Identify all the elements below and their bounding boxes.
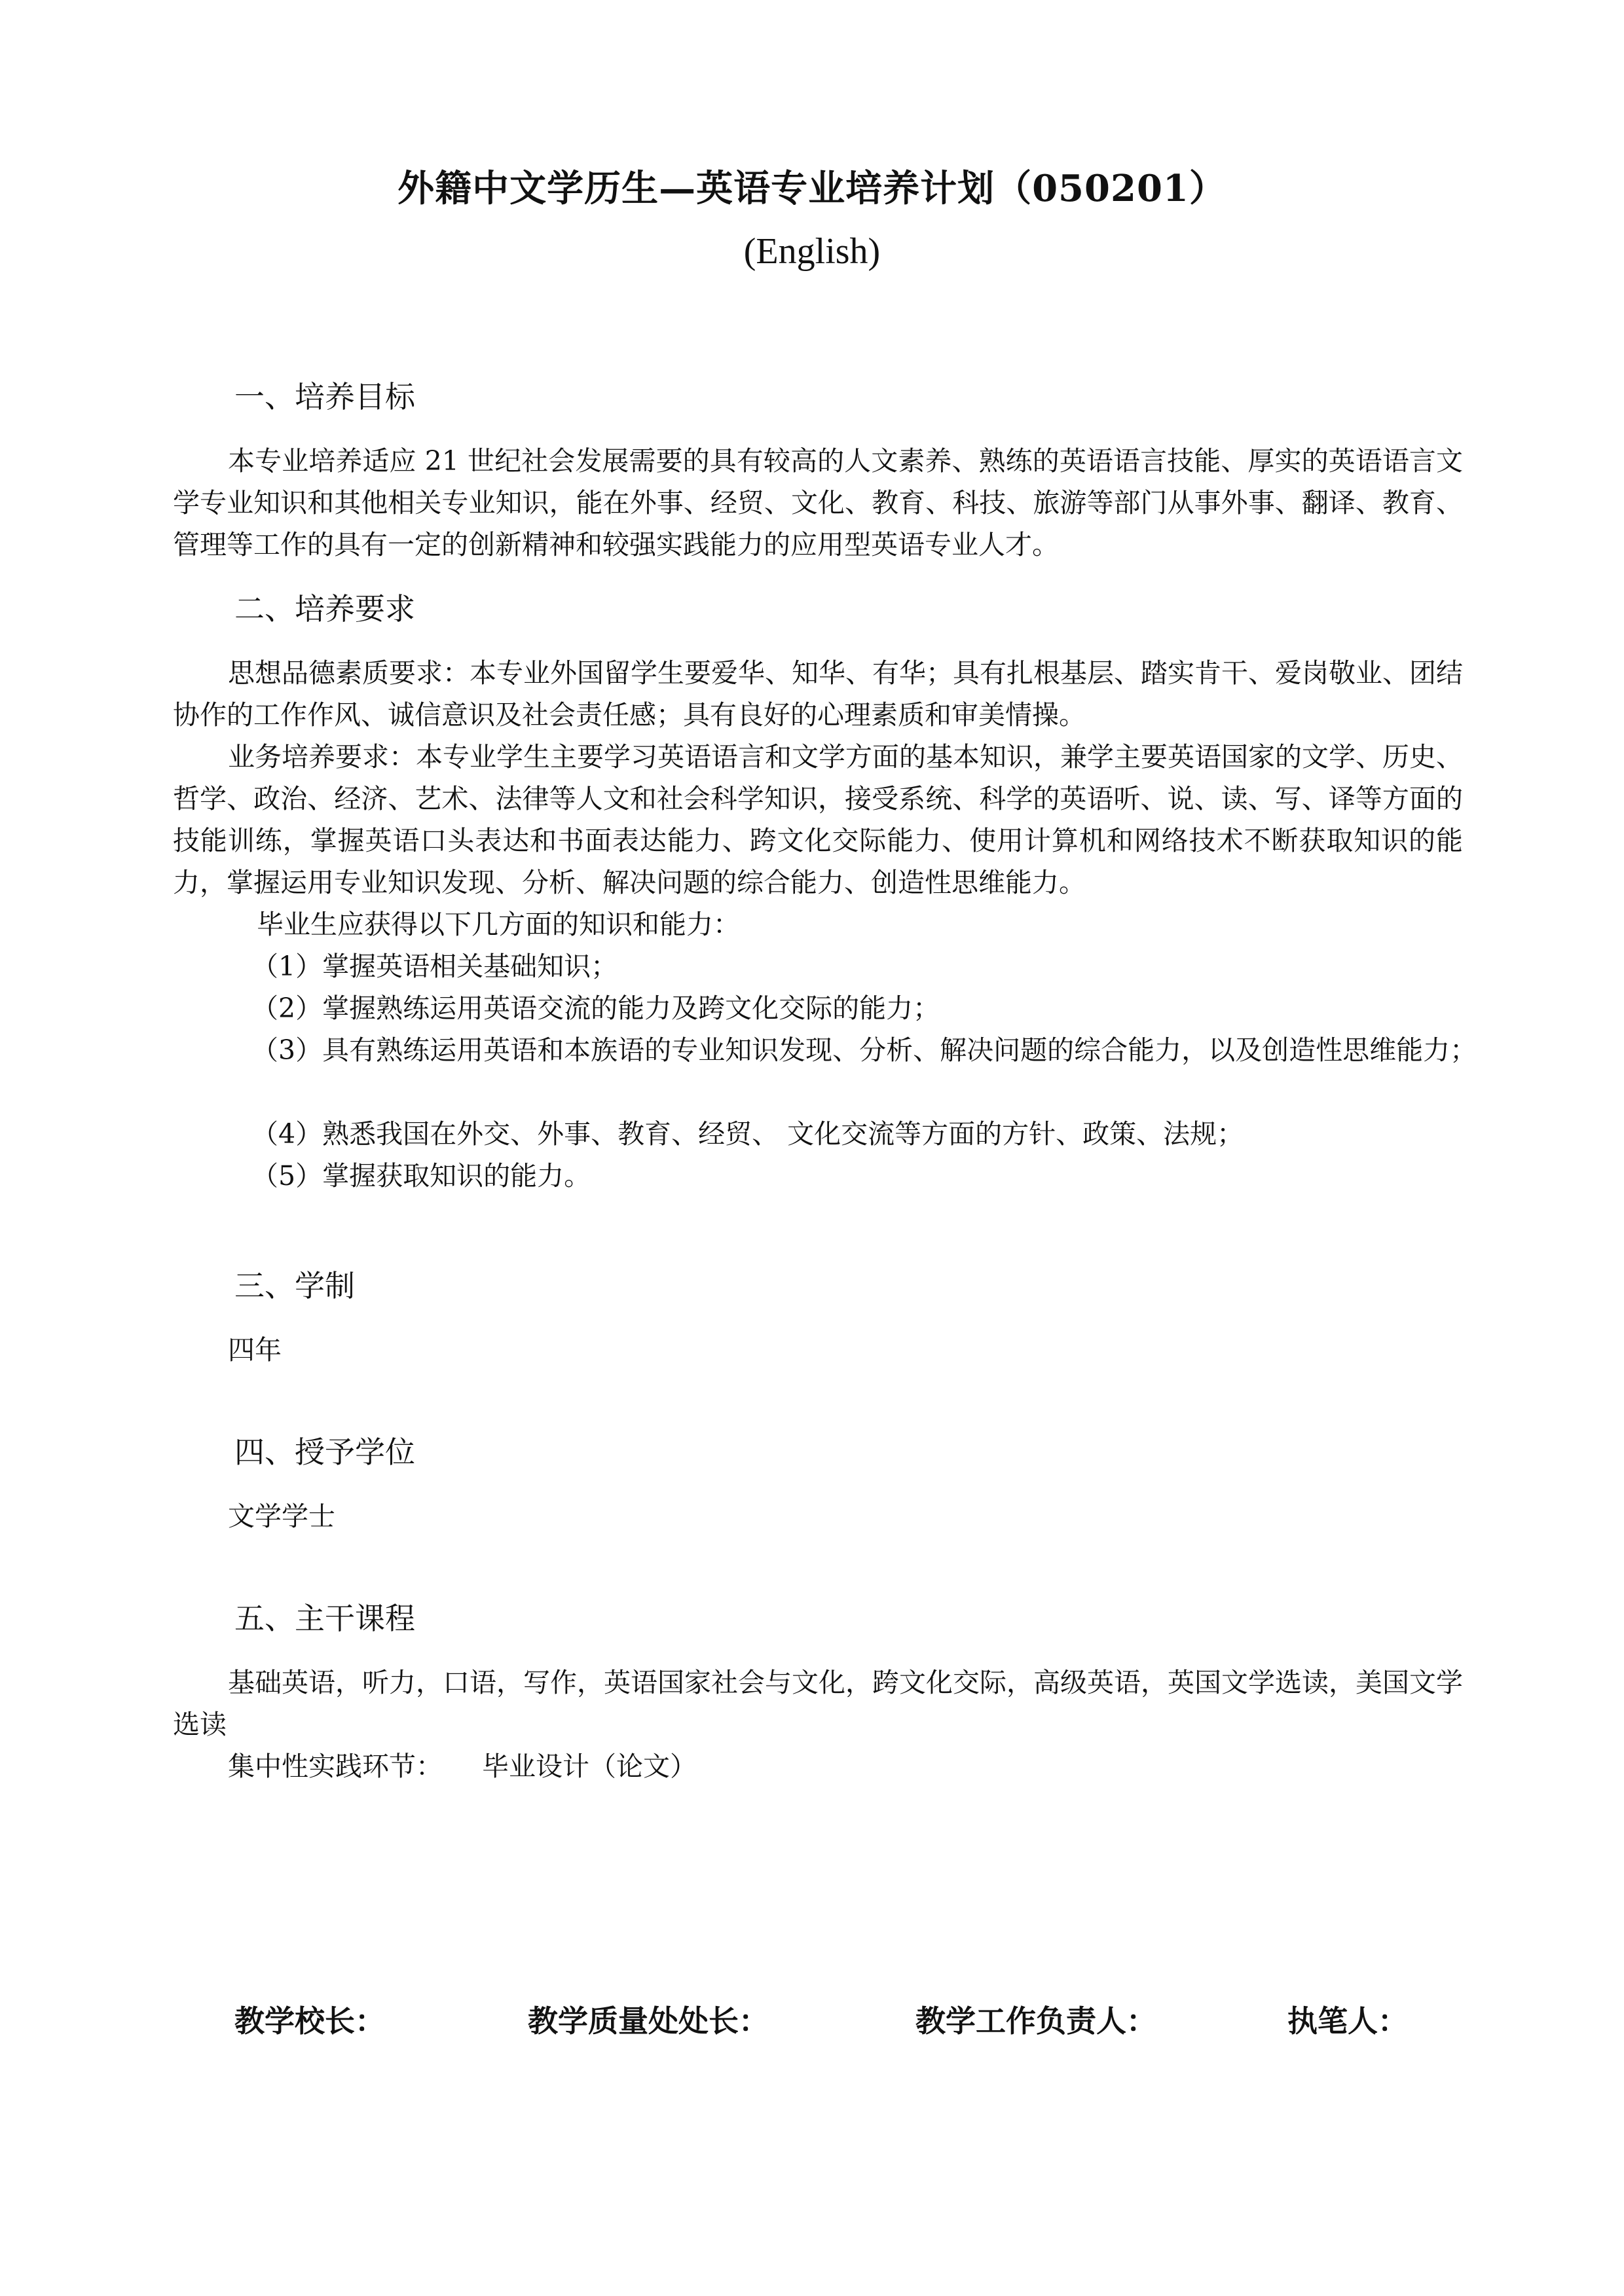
signature-teaching-lead: 教学工作负责人：	[915, 2003, 1156, 2039]
degree-text: 文学学士	[228, 1501, 335, 1532]
ability-item-2: （2）掌握熟练运用英语交流的能力及跨文化交际的能力；	[251, 993, 940, 1024]
heading-degree: 四、授予学位	[234, 1434, 415, 1470]
practice-value: 毕业设计（论文）	[482, 1751, 697, 1782]
objective-text: 本专业培养适应 21 世纪社会发展需要的具有较高的人文素养、熟练的英语语言技能、厚实的英语语言文学专业知识和其他相关专业知识，能在外事、经贸、文化、教育、科技、旅游等部门从事外事、翻译、教育、管理等工作的具有一定的创新精神和较强实践能力的应用型英语专业人才。	[173, 445, 1463, 560]
graduate-abilities-intro: 毕业生应获得以下几方面的知识和能力：	[257, 909, 740, 940]
document-subtitle: (English)	[743, 231, 881, 272]
duration-text: 四年	[228, 1334, 282, 1366]
document-title: 外籍中文学历生—英语专业培养计划（050201）	[397, 167, 1227, 210]
heading-duration: 三、学制	[234, 1268, 355, 1303]
ability-item-4: （4）熟悉我国在外交、外事、教育、经贸、 文化交流等方面的方针、政策、法规；	[251, 1118, 1244, 1150]
heading-objective: 一、培养目标	[234, 379, 415, 414]
ability-item-3: （3）具有熟练运用英语和本族语的专业知识发现、分析、解决问题的综合能力，以及创造性思维能力；	[251, 1034, 1477, 1066]
signature-writer: 执笔人：	[1287, 2003, 1408, 2039]
moral-requirements-text: 思想品德素质要求：本专业外国留学生要爱华、知华、有华；具有扎根基层、踏实肯干、爱岗敬业、团结协作的工作作风、诚信意识及社会责任感；具有良好的心理素质和审美情操。	[173, 657, 1463, 731]
signature-principal: 教学校长：	[234, 2003, 385, 2039]
ability-item-5: （5）掌握获取知识的能力。	[251, 1160, 591, 1192]
heading-requirements: 二、培养要求	[234, 591, 415, 627]
business-requirements-text: 业务培养要求：本专业学生主要学习英语语言和文学方面的基本知识，兼学主要英语国家的文学、历史、哲学、政治、经济、艺术、法律等人文和社会科学知识，接受系统、科学的英语听、说、读、写、译等方面的技能训练，掌握英语口头表达和书面表达能力、跨文化交际能力、使用计算机和网络技术不断获取知识的能力，掌握运用专业知识发现、分析、解决问题的综合能力、创造性思维能力。	[173, 741, 1463, 898]
heading-courses: 五、主干课程	[234, 1601, 415, 1636]
practice-label: 集中性实践环节：	[228, 1751, 443, 1782]
courses-text: 基础英语，听力，口语，写作，英语国家社会与文化，跨文化交际，高级英语，英国文学选读，美国文学选读	[173, 1667, 1463, 1740]
ability-item-1: （1）掌握英语相关基础知识；	[251, 951, 618, 982]
signature-quality-director: 教学质量处处长：	[528, 2003, 769, 2039]
